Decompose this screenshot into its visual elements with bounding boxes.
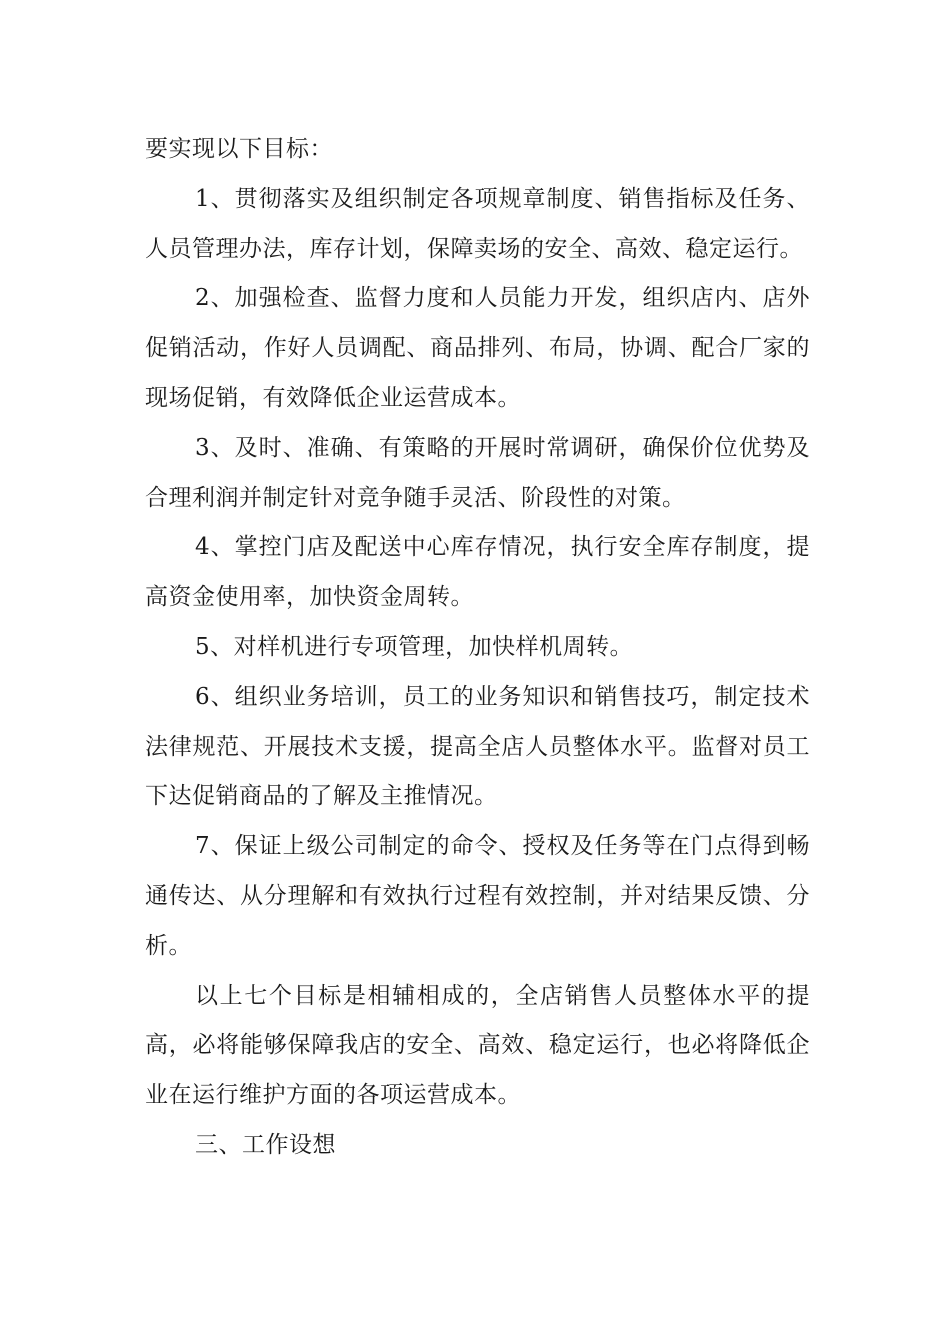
document-body xyxy=(145,125,810,1171)
paragraph-goal-1: 1、贯彻落实及组织制定各项规章制度、销售指标及任务、人员管理办法，库存计划，保障卖场的安全、高效、稳定运行。 xyxy=(145,185,810,262)
paragraph-goal-3: 3、及时、准确、有策略的开展时常调研，确保价位优势及合理利润并制定针对竞争随手灵活、阶段性的对策。 xyxy=(145,434,810,511)
paragraph-goal-6: 6、组织业务培训，员工的业务知识和销售技巧，制定技术法律规范、开展技术支援，提高全店人员整体水平。监督对员工下达促销商品的了解及主推情况。 xyxy=(145,683,810,810)
paragraph-goal-2: 2、加强检查、监督力度和人员能力开发，组织店内、店外促销活动，作好人员调配、商品排列、布局，协调、配合厂家的现场促销，有效降低企业运营成本。 xyxy=(145,285,810,411)
paragraph-intro: 要实现以下目标： xyxy=(145,136,333,162)
paragraph-summary: 以上七个目标是相辅相成的，全店销售人员整体水平的提高，必将能够保障我店的安全、高效、稳定运行，也必将降低企业在运行维护方面的各项运营成本。 xyxy=(145,982,810,1109)
paragraph-goal-4: 4、掌控门店及配送中心库存情况，执行安全库存制度，提高资金使用率，加快资金周转。 xyxy=(145,534,810,611)
paragraph-goal-7: 7、保证上级公司制定的命令、授权及任务等在门点得到畅通传达、从分理解和有效执行过程有效控制，并对结果反馈、分析。 xyxy=(145,833,810,959)
section-heading-work-plan: 三、工作设想 xyxy=(195,1131,336,1158)
paragraph-goal-5: 5、对样机进行专项管理，加快样机周转。 xyxy=(195,633,634,660)
